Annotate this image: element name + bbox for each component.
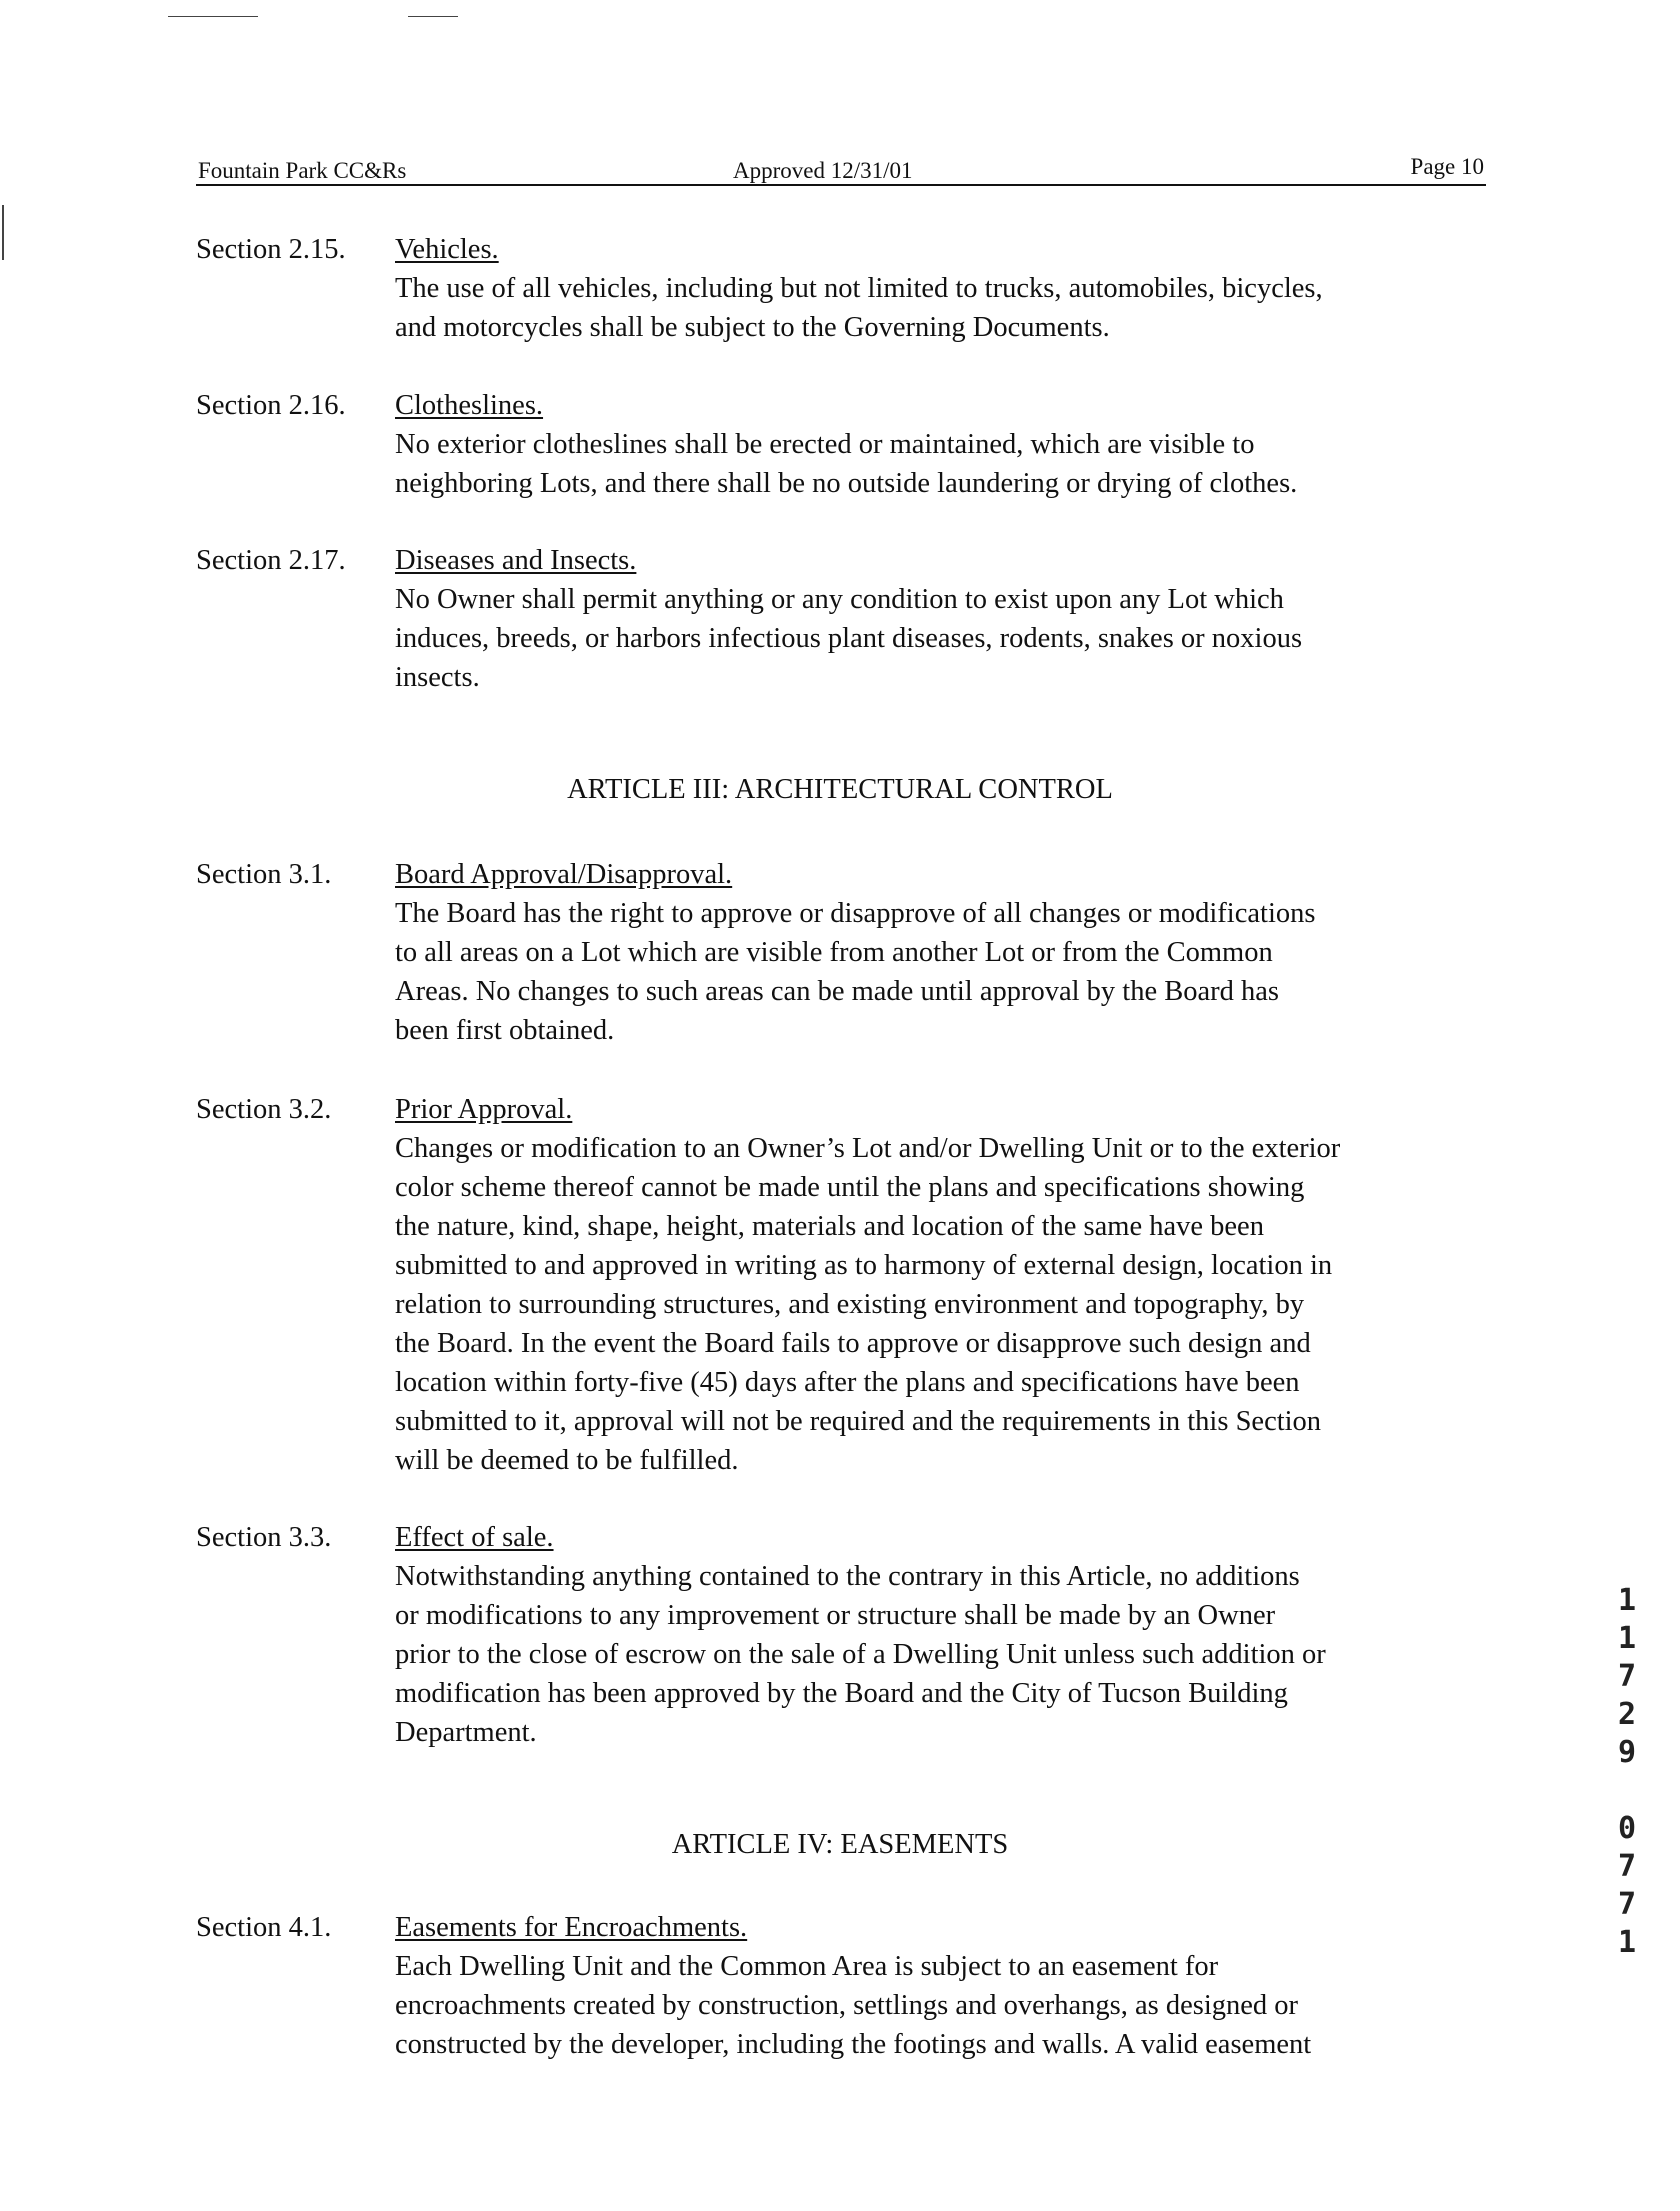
section-number: Section 3.1. bbox=[196, 859, 332, 890]
stamp-digit: 1 bbox=[1617, 1621, 1637, 1656]
section-line: encroachments created by construction, settlings and overhangs, as designed or bbox=[395, 1990, 1299, 2021]
section-number: Section 3.3. bbox=[196, 1522, 332, 1553]
header-page-number: Page 10 bbox=[1410, 154, 1484, 179]
section-line: Department. bbox=[395, 1717, 537, 1748]
section-line: relation to surrounding structures, and existing environment and topography, by bbox=[395, 1289, 1305, 1320]
section-line: and motorcycles shall be subject to the Governing Documents. bbox=[395, 312, 1110, 343]
section-title: Clotheslines. bbox=[395, 390, 544, 421]
section-line: will be deemed to be fulfilled. bbox=[395, 1445, 739, 1476]
section-line: neighboring Lots, and there shall be no outside laundering or drying of clothes. bbox=[395, 468, 1298, 499]
section-line: color scheme thereof cannot be made until the plans and specifications showing bbox=[395, 1172, 1305, 1203]
stamp-digit: 9 bbox=[1617, 1735, 1637, 1770]
stamp-digit: 7 bbox=[1617, 1849, 1637, 1884]
section-title: Vehicles. bbox=[395, 234, 499, 265]
section-line: the nature, kind, shape, height, materials and location of the same have been bbox=[395, 1211, 1264, 1242]
header-approval-date: Approved 12/31/01 bbox=[733, 158, 913, 183]
section-line: submitted to it, approval will not be required and the requirements in this Section bbox=[395, 1406, 1322, 1437]
section-title: Prior Approval. bbox=[395, 1094, 573, 1125]
section-line: induces, breeds, or harbors infectious plant diseases, rodents, snakes or noxious bbox=[395, 623, 1303, 654]
scan-artifact-mark bbox=[2, 205, 4, 260]
stamp-digit: 7 bbox=[1617, 1659, 1637, 1694]
section-title: Effect of sale. bbox=[395, 1522, 554, 1553]
section-number: Section 2.16. bbox=[196, 390, 346, 421]
header-rule bbox=[196, 184, 1486, 186]
section-content bbox=[395, 1090, 1680, 1480]
section-line: to all areas on a Lot which are visible from another Lot or from the Common bbox=[395, 937, 1273, 968]
page-header bbox=[196, 150, 1486, 190]
section-line: been first obtained. bbox=[395, 1015, 615, 1046]
scan-artifact-line bbox=[408, 16, 458, 17]
stamp-digit: 2 bbox=[1617, 1697, 1637, 1732]
section-number: Section 2.17. bbox=[196, 545, 346, 576]
stamp-digit: 1 bbox=[1617, 1583, 1637, 1618]
section-content bbox=[395, 230, 1680, 347]
section-line: No Owner shall permit anything or any condition to exist upon any Lot which bbox=[395, 584, 1284, 615]
section-title: Easements for Encroachments. bbox=[395, 1912, 748, 1943]
stamp-digit: 1 bbox=[1617, 1925, 1637, 1960]
section-content bbox=[395, 386, 1680, 503]
stamp-digit: 7 bbox=[1617, 1887, 1637, 1922]
section-line: Changes or modification to an Owner’s Lot and/or Dwelling Unit or to the exterior bbox=[395, 1133, 1341, 1164]
section-line: location within forty-five (45) days after the plans and specifications have been bbox=[395, 1367, 1300, 1398]
section-line: insects. bbox=[395, 662, 480, 693]
section-title: Diseases and Insects. bbox=[395, 545, 637, 576]
stamp-digit: 0 bbox=[1617, 1811, 1637, 1846]
section-number: Section 2.15. bbox=[196, 234, 346, 265]
section-line: Areas. No changes to such areas can be made until approval by the Board has bbox=[395, 976, 1279, 1007]
section-line: constructed by the developer, including the footings and walls. A valid easement bbox=[395, 2029, 1312, 2060]
section-line: submitted to and approved in writing as to harmony of external design, location in bbox=[395, 1250, 1333, 1281]
section-line: The Board has the right to approve or disapprove of all changes or modifications bbox=[395, 898, 1316, 929]
section-line: modification has been approved by the Board and the City of Tucson Building bbox=[395, 1678, 1288, 1709]
section-number: Section 3.2. bbox=[196, 1094, 332, 1125]
section-line: or modifications to any improvement or structure shall be made by an Owner bbox=[395, 1600, 1276, 1631]
article-iv-heading: ARTICLE IV: EASEMENTS bbox=[671, 1829, 1009, 1860]
header-document-name: Fountain Park CC&Rs bbox=[198, 158, 407, 183]
section-line: Notwithstanding anything contained to the contrary in this Article, no additions bbox=[395, 1561, 1300, 1592]
recording-stamp bbox=[1612, 1582, 1642, 1962]
section-title: Board Approval/Disapproval. bbox=[395, 859, 733, 890]
section-line: Each Dwelling Unit and the Common Area is subject to an easement for bbox=[395, 1951, 1219, 1982]
section-line: The use of all vehicles, including but not limited to trucks, automobiles, bicycles, bbox=[395, 273, 1323, 304]
section-content bbox=[395, 1908, 1680, 2064]
section-content bbox=[395, 541, 1680, 697]
section-line: No exterior clotheslines shall be erected or maintained, which are visible to bbox=[395, 429, 1255, 460]
section-line: the Board. In the event the Board fails to approve or disapprove such design and bbox=[395, 1328, 1311, 1359]
section-content bbox=[395, 1518, 1680, 1752]
section-number: Section 4.1. bbox=[196, 1912, 332, 1943]
section-line: prior to the close of escrow on the sale of a Dwelling Unit unless such addition or bbox=[395, 1639, 1326, 1670]
scan-artifact-line bbox=[168, 16, 258, 17]
article-iii-heading: ARTICLE III: ARCHITECTURAL CONTROL bbox=[567, 774, 1113, 805]
stamp-gap bbox=[1612, 1772, 1642, 1810]
section-content bbox=[395, 855, 1680, 1050]
